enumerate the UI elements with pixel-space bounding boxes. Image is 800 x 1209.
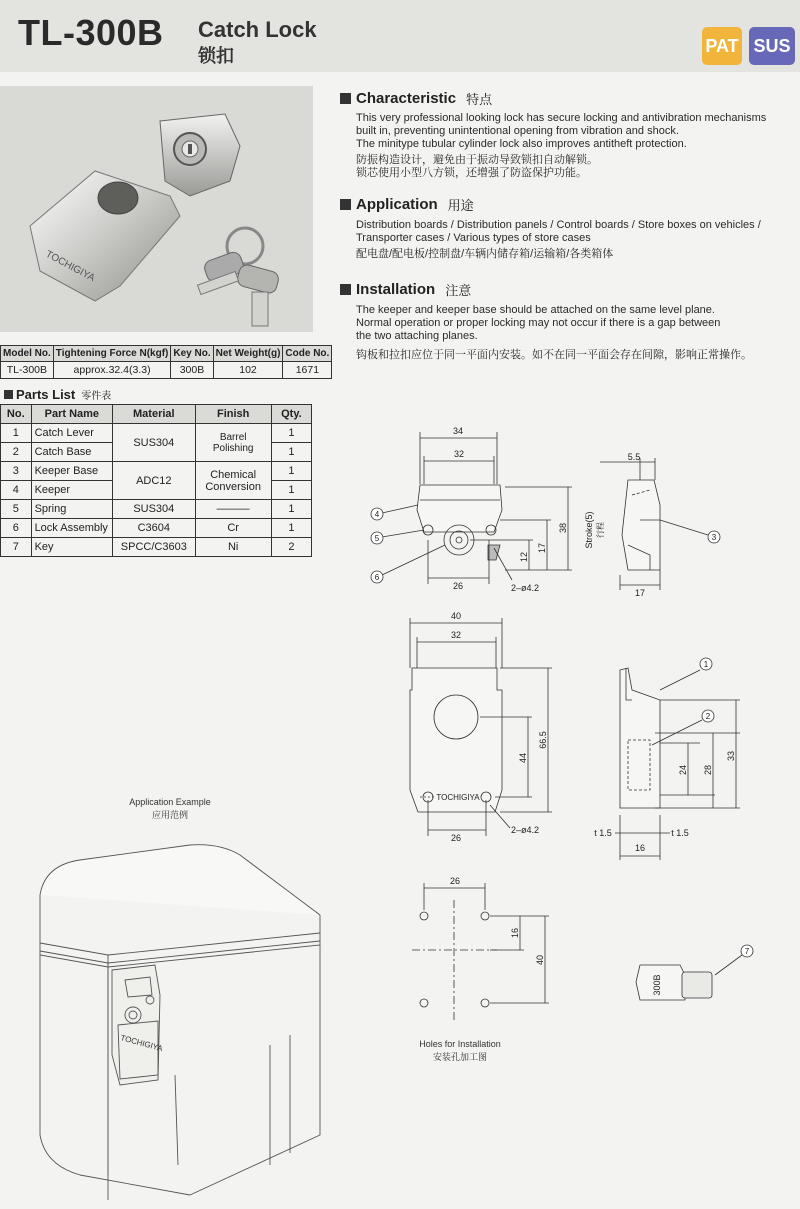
dim-label: 16: [634, 843, 646, 853]
part-finish: Cr: [195, 519, 271, 538]
text-line: This very professional looking lock has secure locking and antivibration mechanisms: [356, 112, 767, 124]
text-line: The keeper and keeper base should be attached on the same level plane.: [356, 304, 715, 316]
info-cell: 102: [213, 362, 283, 379]
info-cell: approx.32.4(3.3): [53, 362, 171, 379]
parts-list-heading: [4, 387, 111, 402]
info-cell: 300B: [171, 362, 213, 379]
installation-text: [356, 304, 786, 362]
part-finish: Barrel Polishing: [195, 424, 271, 462]
text-line: the two attaching planes.: [356, 330, 478, 342]
application-heading: [340, 195, 474, 214]
heading-square: [340, 284, 351, 295]
characteristic-text: [356, 112, 786, 180]
part-material: C3604: [113, 519, 195, 538]
dim-label: 34: [452, 426, 464, 436]
dim-label: 24: [678, 764, 688, 776]
callout-label: 7: [744, 947, 750, 956]
application-title: Application: [356, 196, 438, 213]
dim-label: t 1.5: [671, 828, 689, 838]
dim-label: 32: [450, 630, 462, 640]
installation-title: Installation: [356, 281, 436, 298]
dim-label: 33: [726, 750, 736, 762]
text-line: 防振构造设计，避免由于振动导致锁扣自动解锁。: [356, 154, 598, 166]
table-row: [1, 519, 312, 538]
parts-table: [0, 404, 312, 557]
part-no: 7: [1, 538, 32, 557]
info-header-cell: Key No.: [171, 346, 213, 362]
dim-label: 28: [703, 764, 713, 776]
table-row: [1, 538, 312, 557]
info-header-cell: Model No.: [1, 346, 54, 362]
text-line: Normal operation or proper locking may not occur if there is a gap between: [356, 317, 721, 329]
dim-label: 38: [558, 522, 568, 534]
caption-line: 应用范例: [151, 810, 188, 820]
heading-square: [340, 93, 351, 104]
info-header-row: [1, 346, 332, 362]
callout-label: 1: [703, 660, 709, 669]
info-cell: 1671: [283, 362, 332, 379]
heading-square: [4, 390, 13, 399]
part-no: 2: [1, 443, 32, 462]
part-finish: [195, 462, 271, 500]
info-header-cell: Net Weight(g): [213, 346, 283, 362]
part-name: Keeper: [31, 481, 113, 500]
table-row: [1, 500, 312, 519]
parts-header-cell: Part Name: [31, 405, 113, 424]
part-name: Keeper Base: [31, 462, 113, 481]
part-qty: 1: [271, 519, 311, 538]
dim-label: 17: [634, 588, 646, 598]
part-name: Key: [31, 538, 113, 557]
callout-label: 3: [711, 533, 717, 542]
part-no: 5: [1, 500, 32, 519]
stroke-label: Stroke(5): [584, 511, 594, 549]
technical-drawings: [340, 415, 800, 1055]
dim-label: 40: [450, 611, 462, 621]
installation-title-cn: 注意: [445, 283, 472, 298]
part-qty: 1: [271, 481, 311, 500]
dim-label: t 1.5: [594, 828, 612, 838]
keeper-brand-text: TOCHIGIYA: [436, 793, 480, 802]
part-no: 6: [1, 519, 32, 538]
holes-caption: [395, 1038, 525, 1064]
text-line: 锁芯使用小型八方锁，还增强了防盗保护功能。: [356, 167, 587, 179]
part-qty: 1: [271, 424, 311, 443]
part-name: Lock Assembly: [31, 519, 113, 538]
dim-label: 2–ø4.2: [510, 825, 540, 835]
model-info-table: [0, 345, 332, 379]
part-qty: 1: [271, 462, 311, 481]
installation-heading: [340, 280, 471, 299]
key-label: 300B: [652, 974, 662, 996]
dim-label: 16: [510, 927, 520, 939]
text-line: 配电盘/配电板/控制盘/车辆内储存箱/运输箱/各类箱体: [356, 248, 614, 260]
parts-header-cell: Qty.: [271, 405, 311, 424]
part-finish: Ni: [195, 538, 271, 557]
parts-list-title-cn: 零件表: [81, 391, 112, 402]
dim-label: 12: [519, 551, 529, 563]
application-title-cn: 用途: [447, 198, 474, 213]
characteristic-title-cn: 特点: [466, 92, 493, 107]
dim-label: 66.5: [538, 731, 548, 749]
caption-line: 安装孔加工图: [432, 1052, 487, 1062]
dim-label: 17: [537, 542, 547, 554]
parts-header-cell: No.: [1, 405, 32, 424]
part-material: SPCC/C3603: [113, 538, 195, 557]
dim-label: 26: [450, 833, 462, 843]
caption-line: Application Example: [129, 797, 211, 807]
part-no: 3: [1, 462, 32, 481]
part-no: 1: [1, 424, 32, 443]
table-row: [1, 424, 312, 443]
photo-brand-text: TOCHIGIYA: [43, 248, 97, 285]
part-no: 4: [1, 481, 32, 500]
info-data-row: [1, 362, 332, 379]
dim-label: 5.5: [627, 452, 641, 462]
heading-square: [340, 199, 351, 210]
callout-label: 2: [705, 712, 711, 721]
part-finish: ———: [195, 500, 271, 519]
sus-badge: SUS: [749, 27, 795, 65]
part-qty: 2: [271, 538, 311, 557]
part-material: ADC12: [113, 462, 195, 500]
stroke-label-cn: 行程: [596, 522, 605, 538]
parts-header-cell: Finish: [195, 405, 271, 424]
part-name: Spring: [31, 500, 113, 519]
part-material: SUS304: [113, 424, 195, 462]
product-photo-illustration: [0, 86, 313, 332]
product-title-en: Catch Lock: [198, 17, 317, 42]
dim-label: 26: [449, 876, 461, 886]
characteristic-title: Characteristic: [356, 90, 457, 107]
product-photo: [0, 86, 313, 332]
dim-label: 40: [535, 954, 545, 966]
text-line: Distribution boards / Distribution panels / Control boards / Store boxes on vehicles /: [356, 219, 761, 231]
text-line: Transporter cases / Various types of store cases: [356, 232, 591, 244]
callout-label: 4: [374, 510, 380, 519]
application-example-caption: [105, 796, 235, 822]
finish-line: Conversion: [205, 480, 261, 493]
dim-label: 2–ø4.2: [510, 583, 540, 593]
parts-header-row: [1, 405, 312, 424]
callout-label: 6: [374, 573, 380, 582]
model-title: TL-300B: [18, 12, 164, 53]
text-line: built in, preventing unintentional opening from vibration and shock.: [356, 125, 679, 137]
callout-label: 5: [374, 534, 380, 543]
part-qty: 1: [271, 500, 311, 519]
application-example-illustration: [0, 835, 340, 1205]
dim-label: 26: [452, 581, 464, 591]
characteristic-heading: [340, 89, 492, 108]
pat-badge: PAT: [702, 27, 742, 65]
finish-line: Chemical: [210, 468, 257, 481]
table-row: [1, 462, 312, 481]
text-line: The minitype tubular cylinder lock also improves antitheft protection.: [356, 138, 687, 150]
dim-label: 44: [518, 752, 528, 764]
parts-list-title: Parts List: [16, 387, 76, 402]
part-name: Catch Base: [31, 443, 113, 462]
info-cell: TL-300B: [1, 362, 54, 379]
info-header-cell: Code No.: [283, 346, 332, 362]
application-text: [356, 219, 786, 261]
part-name: Catch Lever: [31, 424, 113, 443]
text-line: 钩板和拉扣应位于同一平面内安装。如不在同一平面会存在间隙，影响正常操作。: [356, 349, 752, 361]
box-brand-text: TOCHIGIYA: [119, 1033, 164, 1054]
info-header-cell: Tightening Force N(kgf): [53, 346, 171, 362]
part-qty: 1: [271, 443, 311, 462]
dim-label: 32: [453, 449, 465, 459]
parts-header-cell: Material: [113, 405, 195, 424]
caption-line: Holes for Installation: [419, 1039, 501, 1049]
part-material: SUS304: [113, 500, 195, 519]
product-title-cn: 锁扣: [198, 46, 234, 66]
